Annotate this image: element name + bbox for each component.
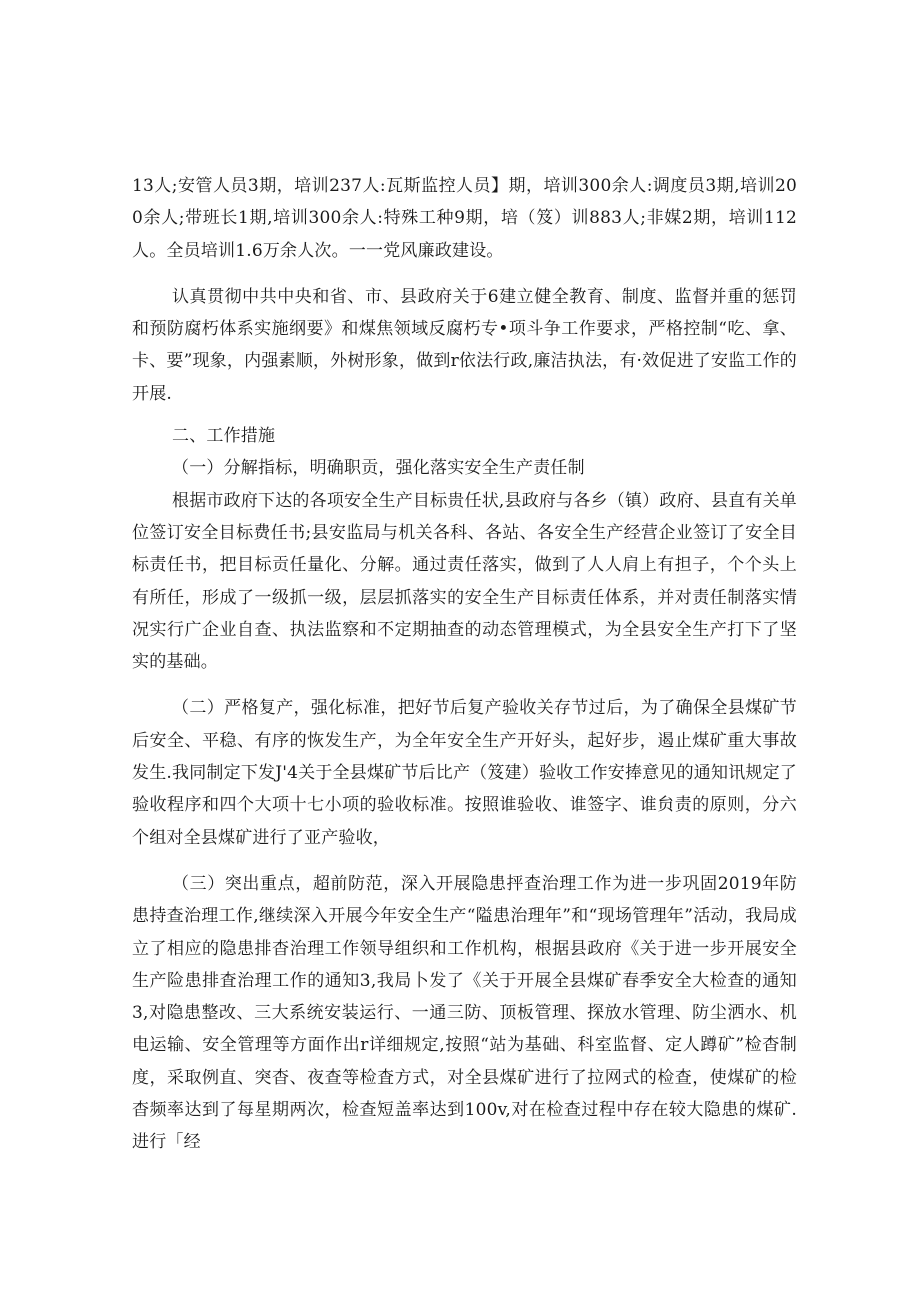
section-heading-work-measures: 二、工作措施 — [172, 426, 276, 447]
subheading-responsibility: （一）分解指标，明确职贡，强化落实安全生产责任制 — [172, 458, 585, 479]
paragraph-anti-corruption: 认真贯彻中共中央和省、市、县政府关于6建立健全教育、制度、监督并重的惩罚和预防腐朽体系实施纲要》和煤焦领域反腐朽专•项斗争工作要求，严格控制“吃、拿、卡、要”现象，内强素顺，外树形象，做到r依法行政,廉洁执法，有·效促进了安监工作的开展. — [132, 286, 797, 404]
document-page — [132, 170, 797, 1159]
paragraph-responsibility-system: 根据市政府下达的各项安全生产目标贵任状,县政府与各乡（镇）政府、县直有关单位签订安全目标费任书;县安监局与机关各科、各站、各安全生产经营企业签订了安全目标责任书，把目标贡任量化、分解。通过责任落实，做到了人人肩上有担子，个个头上有所任，形成了一级抓一级，层层抓落实的安全生产目标责任体系，并对责任制落实情况实行广企业自查、执法监察和不定期抽查的动态管理模式，为全县安全生产打下了坚实的基础。 — [132, 490, 797, 673]
paragraph-resumption-acceptance: （二）严格复产，强化标准，把好节后复产验收关存节过后，为了确保全县煤矿节后安全、平稳、有序的恢发生产，为全年安全生产开好头，起好步，遏止煤矿重大事故发生.我同制定下发J'4关于全县煤矿节后比产（笈建）验收工作安捧意见的通知讯规定了验收程序和四个大项十七小项的验收标准。按照谁验收、谁签字、谁贠责的原则，分六个组对全县煤矿进行了亚产验收， — [132, 698, 797, 848]
paragraph-hazard-inspection: （三）突出重点，超前防范，深入开展隐患抨查治理工作为进一步巩固2019年防患持查治理工作,继续深入开展今年安全生产“隘患治理年”和“现场管理年”活动，我局成立了相应的隐患排杳治理工作领导组织和工作机构，根据县政府《关于进一步开展安全生产险患排査治理工作的通知3,我局卜发了《关于开展全县煤矿春季安全大检查的通知3,对隐患整改、三大系统安装运行、一通三防、顶板管理、探放水管理、防尘洒水、机电运输、安全管理等方面作出r详细规定,按照“站为基础、科室监督、定人蹲矿”检杳制度，采取例直、突杳、夜查等检査方式，对全县煤矿进行了拉网式的检查，使煤矿的检杳频率达到了每星期两次，检查短盖率达到100v,对在检查过程中存在较大隐患的煤矿.进行「经 — [132, 873, 797, 1153]
paragraph-training-summary: 13人;安管人员3期，培训237人:瓦斯监控人员】期，培训300余人:调度员3期,培训200余人;带班长1期,培训300余人:特殊工种9期，培（笈）训883人;非媒2期，培训112人。全员培训1.6万余人次。一一党风廉政建设。 — [132, 176, 797, 261]
